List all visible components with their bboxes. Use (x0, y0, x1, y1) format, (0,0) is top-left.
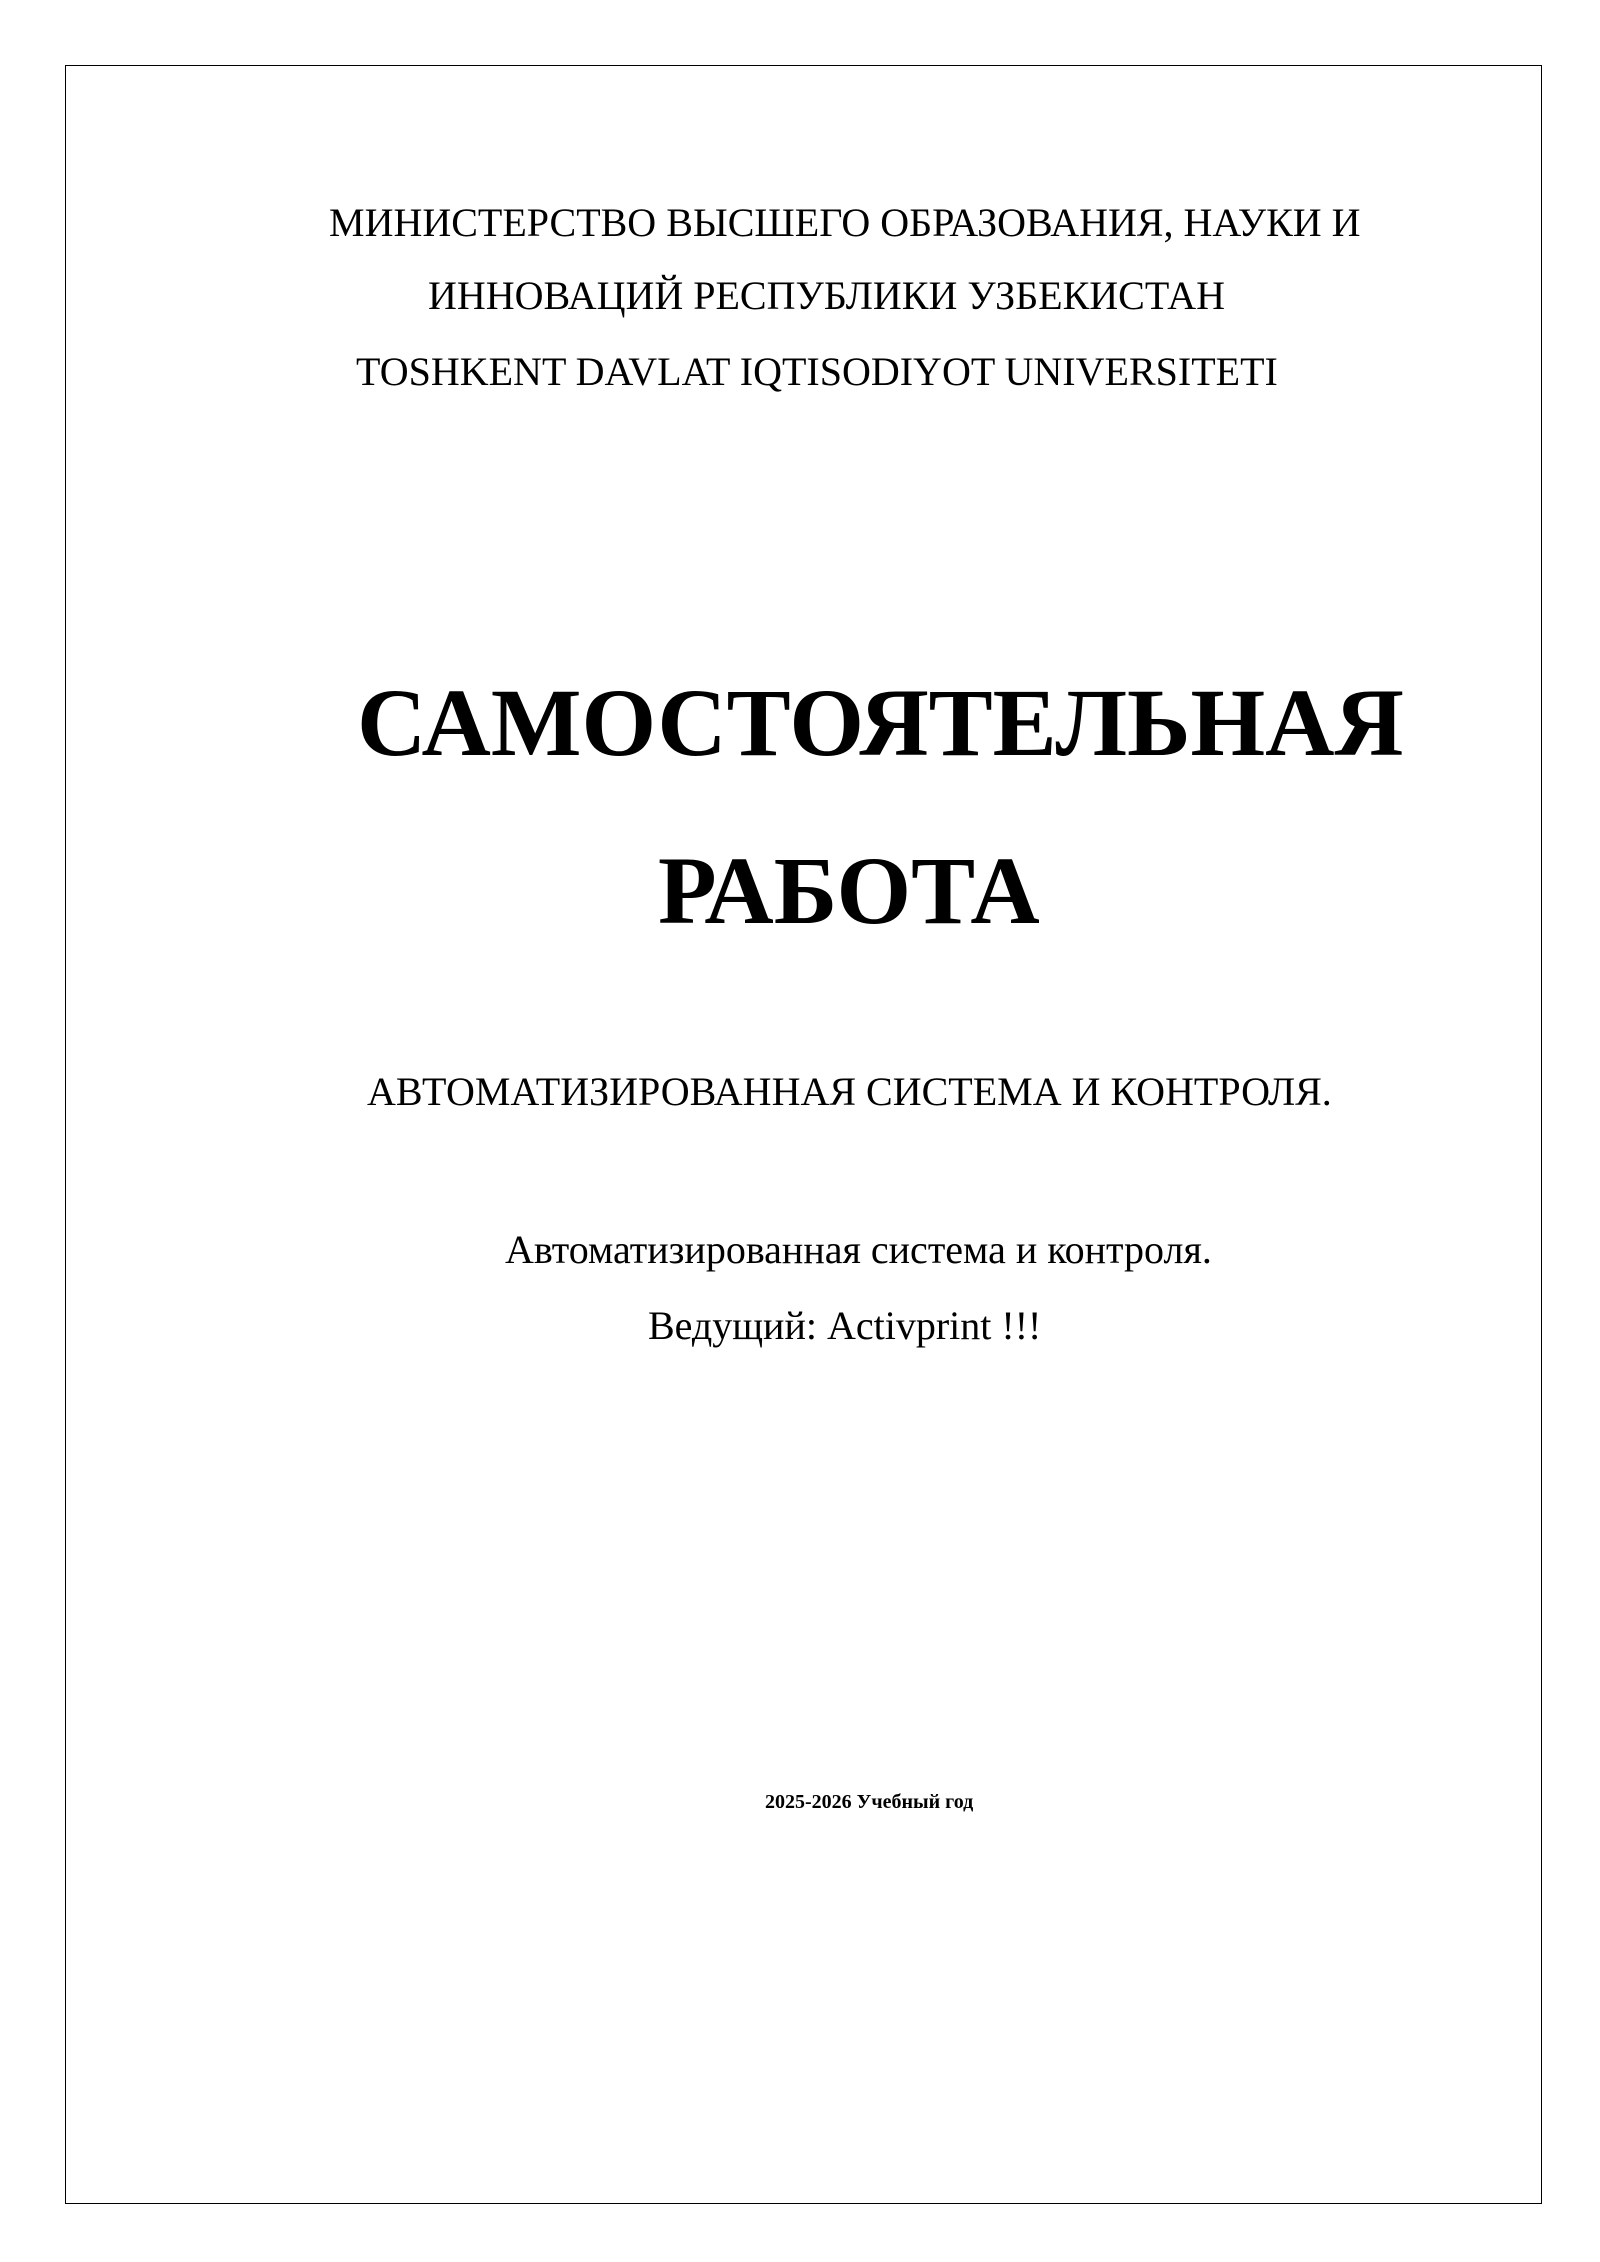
presenter-line: Ведущий: Activprint !!! (648, 1303, 1042, 1348)
ministry-line-1: МИНИСТЕРСТВО ВЫСШЕГО ОБРАЗОВАНИЯ, НАУКИ И (329, 200, 1361, 245)
university-name: TOSHKENT DAVLAT IQTISODIYOT UNIVERSITETI (356, 349, 1278, 394)
document-title-line-1: САМОСТОЯТЕЛЬНАЯ (357, 669, 1404, 776)
document-title-line-2: РАБОТА (658, 837, 1040, 944)
subject-subheading: Автоматизированная система и контроля. (505, 1227, 1212, 1272)
ministry-line-2: ИННОВАЦИЙ РЕСПУБЛИКИ УЗБЕКИСТАН (428, 273, 1226, 318)
academic-year: 2025-2026 Учебный год (765, 1791, 974, 1813)
subject-heading: АВТОМАТИЗИРОВАННАЯ СИСТЕМА И КОНТРОЛЯ. (367, 1069, 1332, 1114)
